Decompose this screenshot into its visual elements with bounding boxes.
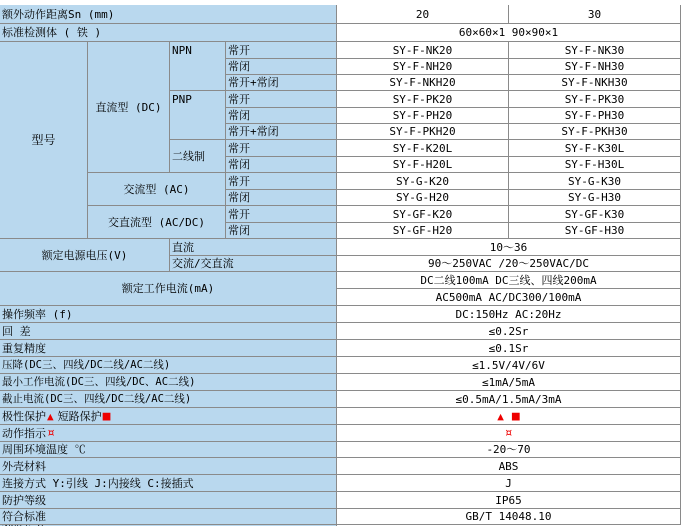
- rated-current-value-1: DC二线100mA DC三线、四线200mA: [337, 272, 681, 289]
- model-30-cell: SY-F-K30L: [509, 140, 681, 157]
- model-20-cell: SY-F-NK20: [337, 42, 509, 59]
- square-icon: ■: [102, 408, 111, 424]
- model-30-cell: SY-F-H30L: [509, 157, 681, 173]
- model-30-cell: SY-GF-H30: [509, 223, 681, 239]
- rated-current-value-2: AC500mA AC/DC300/100mA: [337, 289, 681, 306]
- model-20-cell: SY-F-PH20: [337, 108, 509, 124]
- indicator-label: [0, 425, 337, 442]
- temperature-value: -20～70: [337, 442, 681, 458]
- model-30-cell: SY-G-H30: [509, 190, 681, 206]
- indicator-label-text: 动作指示: [2, 426, 46, 440]
- model-30-cell: SY-G-K30: [509, 173, 681, 190]
- rated-current-label: 额定工作电流(mA): [0, 272, 337, 306]
- acdc-type-label: 交直流型 (AC/DC): [88, 206, 226, 239]
- triangle-icon: ▲: [497, 409, 504, 423]
- two-wire-label: 二线制: [170, 140, 226, 173]
- sensing-distance-label: 额外动作距离Sn (mm): [0, 5, 337, 24]
- ac-type-label: 交流型 (AC): [88, 173, 226, 206]
- hysteresis-label: 回 差: [0, 323, 337, 340]
- model-20-cell: SY-G-K20: [337, 173, 509, 190]
- voltage-drop-label: 压降(DC三、四线/DC二线/AC二线): [0, 357, 337, 374]
- mode-cell: 常闭: [226, 223, 337, 239]
- rated-voltage-label: 额定电源电压(V): [0, 239, 170, 272]
- rated-voltage-dc-value: 10～36: [337, 239, 681, 256]
- ip-rating-value: IP65: [337, 492, 681, 509]
- protection-value: [337, 408, 681, 425]
- pnp-label: PNP: [170, 91, 226, 140]
- protection-label: [0, 408, 337, 425]
- model-20-cell: SY-F-NH20: [337, 59, 509, 75]
- connection-label: 连接方式 Y:引线 J:内接线 C:接插式: [0, 475, 337, 492]
- standard-target-label: 标准检测体 ( 铁 ): [0, 24, 337, 42]
- mode-cell: 常开: [226, 42, 337, 59]
- connection-value: J: [337, 475, 681, 492]
- model-20-cell: SY-F-K20L: [337, 140, 509, 157]
- mode-cell: 常开: [226, 140, 337, 157]
- mode-cell: 常闭: [226, 157, 337, 173]
- housing-material-label: 外壳材料: [0, 458, 337, 475]
- model-30-cell: SY-GF-K30: [509, 206, 681, 223]
- housing-material-value: ABS: [337, 458, 681, 475]
- mode-cell: 常闭: [226, 59, 337, 75]
- indicator-icon: ¤: [504, 425, 513, 441]
- min-current-label: 最小工作电流(DC三、四线/DC、AC二线): [0, 374, 337, 391]
- rated-voltage-acdc-label: 交流/交直流: [170, 256, 337, 272]
- leakage-current-value: ≤0.5mA/1.5mA/3mA: [337, 391, 681, 408]
- model-30-cell: SY-F-NKH30: [509, 75, 681, 91]
- triangle-icon: ▲: [47, 409, 54, 423]
- model-label: 型号: [0, 42, 88, 239]
- model-30-cell: SY-F-PH30: [509, 108, 681, 124]
- mode-cell: 常开+常闭: [226, 124, 337, 140]
- rated-voltage-dc-label: 直流: [170, 239, 337, 256]
- repeatability-value: ≤0.1Sr: [337, 340, 681, 357]
- mode-cell: 常闭: [226, 108, 337, 124]
- min-current-value: ≤1mA/5mA: [337, 374, 681, 391]
- rated-voltage-acdc-value: 90～250VAC /20～250VAC/DC: [337, 256, 681, 272]
- mode-cell: 常开: [226, 91, 337, 108]
- square-icon: ■: [511, 408, 520, 424]
- mode-cell: 常闭: [226, 190, 337, 206]
- voltage-drop-value: ≤1.5V/4V/6V: [337, 357, 681, 374]
- standard-value: GB/T 14048.10: [337, 509, 681, 525]
- frequency-label: 操作频率 (f): [0, 306, 337, 323]
- model-20-cell: SY-F-PK20: [337, 91, 509, 108]
- dc-type-label: 直流型 (DC): [88, 42, 170, 173]
- mode-cell: 常开+常闭: [226, 75, 337, 91]
- ip-rating-label: 防护等级: [0, 492, 337, 509]
- model-30-cell: SY-F-NK30: [509, 42, 681, 59]
- mode-cell: 常开: [226, 206, 337, 223]
- model-20-cell: SY-F-NKH20: [337, 75, 509, 91]
- model-20-cell: SY-F-H20L: [337, 157, 509, 173]
- model-30-cell: SY-F-PKH30: [509, 124, 681, 140]
- model-20-cell: SY-F-PKH20: [337, 124, 509, 140]
- short-circuit-protection-label: 短路保护: [57, 409, 102, 423]
- sensing-distance-30: 30: [509, 5, 681, 24]
- sensing-distance-20: 20: [337, 5, 509, 24]
- model-20-cell: SY-GF-K20: [337, 206, 509, 223]
- repeatability-label: 重复精度: [0, 340, 337, 357]
- leakage-current-label: 截止电流(DC三、四线/DC二线/AC二线): [0, 391, 337, 408]
- temperature-label: 周围环境温度 ℃: [0, 442, 337, 458]
- model-20-cell: SY-G-H20: [337, 190, 509, 206]
- model-30-cell: SY-F-NH30: [509, 59, 681, 75]
- standard-label: 符合标准: [0, 509, 337, 525]
- model-30-cell: SY-F-PK30: [509, 91, 681, 108]
- npn-label: NPN: [170, 42, 226, 91]
- polarity-protection-label: 极性保护: [2, 409, 46, 423]
- frequency-value: DC:150Hz AC:20Hz: [337, 306, 681, 323]
- mode-cell: 常开: [226, 173, 337, 190]
- indicator-value: [337, 425, 681, 442]
- model-20-cell: SY-GF-H20: [337, 223, 509, 239]
- standard-target-value: 60×60×1 90×90×1: [337, 24, 681, 42]
- indicator-icon: ¤: [47, 425, 55, 441]
- hysteresis-value: ≤0.2Sr: [337, 323, 681, 340]
